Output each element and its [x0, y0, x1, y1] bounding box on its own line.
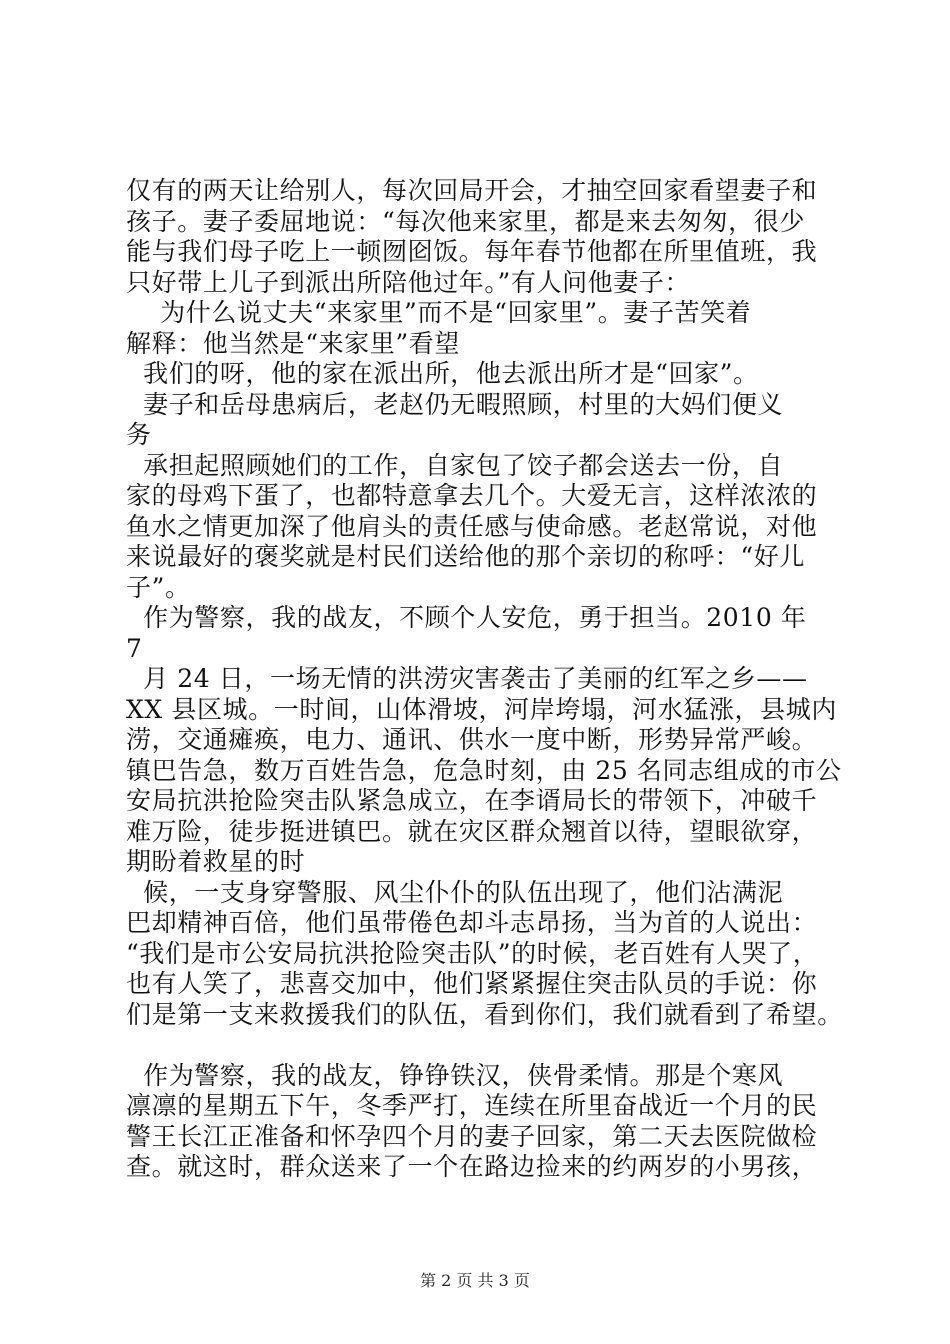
text-line: 期盼着救星的时 [126, 847, 306, 876]
text-line: 解释：他当然是“来家里”看望 [126, 328, 460, 358]
text-line: 务 [126, 420, 152, 449]
text-line: 我们的呀，他的家在派出所，他去派出所才是“回家”。 [126, 359, 759, 388]
text-line: 难万险，徒步挺进镇巴。就在灾区群众翘首以待，望眼欲穿， [126, 816, 818, 846]
text-line: 查。就这时，群众送来了一个在路边捡来的约两岁的小男孩， [126, 1152, 818, 1181]
text-line: 7 [126, 633, 143, 663]
text-line: 为什么说丈夫“来家里”而不是“回家里”。妻子苦笑着 [126, 298, 752, 327]
text-line: 巴却精神百倍，他们虽带倦色却斗志昂扬，当为首的人说出： [126, 908, 818, 937]
text-line: 孩子。妻子委屈地说：“每次他来家里，都是来去匆匆，很少 [126, 206, 805, 236]
text-line: 也有人笑了，悲喜交加中，他们紧紧握住突击队员的手说：你 [126, 969, 818, 998]
text-line: 作为警察，我的战友，不顾个人安危，勇于担当。2010 年 [126, 603, 807, 632]
text-line: 鱼水之情更加深了他肩头的责任感与使命感。老赵常说，对他 [126, 511, 818, 541]
text-line: 凛凛的星期五下午，冬季严打，连续在所里奋战近一个月的民 [126, 1091, 818, 1120]
text-line: 月 24 日，一场无情的洪涝灾害袭击了美丽的红军之乡—— [126, 664, 808, 693]
text-line: 承担起照顾她们的工作，自家包了饺子都会送去一份，自 [126, 450, 784, 480]
text-line: 涝，交通瘫痪，电力、通讯、供水一度中断，形势异常严峻。 [126, 725, 818, 754]
text-line: 能与我们母子吃上一顿囫囵饭。每年春节他都在所里值班，我 [126, 237, 818, 266]
text-line: 候，一支身穿警服、风尘仆仆的队伍出现了，他们沾满泥 [126, 877, 784, 907]
text-line: 家的母鸡下蛋了，也都特意拿去几个。大爱无言，这样浓浓的 [126, 481, 818, 510]
document-body [126, 176, 846, 1183]
text-line: “我们是市公安局抗洪抢险突击队”的时候，老百姓有人哭了， [126, 938, 819, 968]
text-line: 子”。 [126, 572, 191, 602]
text-line: XX 县区城。一时间，山体滑坡，河岸垮塌，河水猛涨，县城内 [126, 694, 837, 724]
text-line: 妻子和岳母患病后，老赵仍无暇照顾，村里的大妈们便义 [126, 389, 784, 419]
text-line: 警王长江正准备和怀孕四个月的妻子回家，第二天去医院做检 [126, 1121, 818, 1151]
text-line: 安局抗洪抢险突击队紧急成立，在李谞局长的带领下，冲破千 [126, 786, 818, 815]
text-line: 只好带上儿子到派出所陪他过年。”有人问他妻子： [126, 267, 691, 297]
text-line: 镇巴告急，数万百姓告急，危急时刻，由 25 名同志组成的市公 [126, 755, 842, 785]
paragraph-gap [126, 1030, 846, 1061]
page-number-footer: 第 2 页 共 3 页 [420, 1271, 530, 1290]
text-line: 仅有的两天让给别人，每次回局开会，才抽空回家看望妻子和 [126, 176, 818, 205]
text-line: 作为警察，我的战友，铮铮铁汉，侠骨柔情。那是个寒风 [126, 1060, 784, 1090]
text-line: 来说最好的褒奖就是村民们送给他的那个亲切的称呼：“好儿 [126, 542, 805, 571]
text-line: 们是第一支来救援我们的队伍，看到你们，我们就看到了希望。 [126, 999, 843, 1029]
